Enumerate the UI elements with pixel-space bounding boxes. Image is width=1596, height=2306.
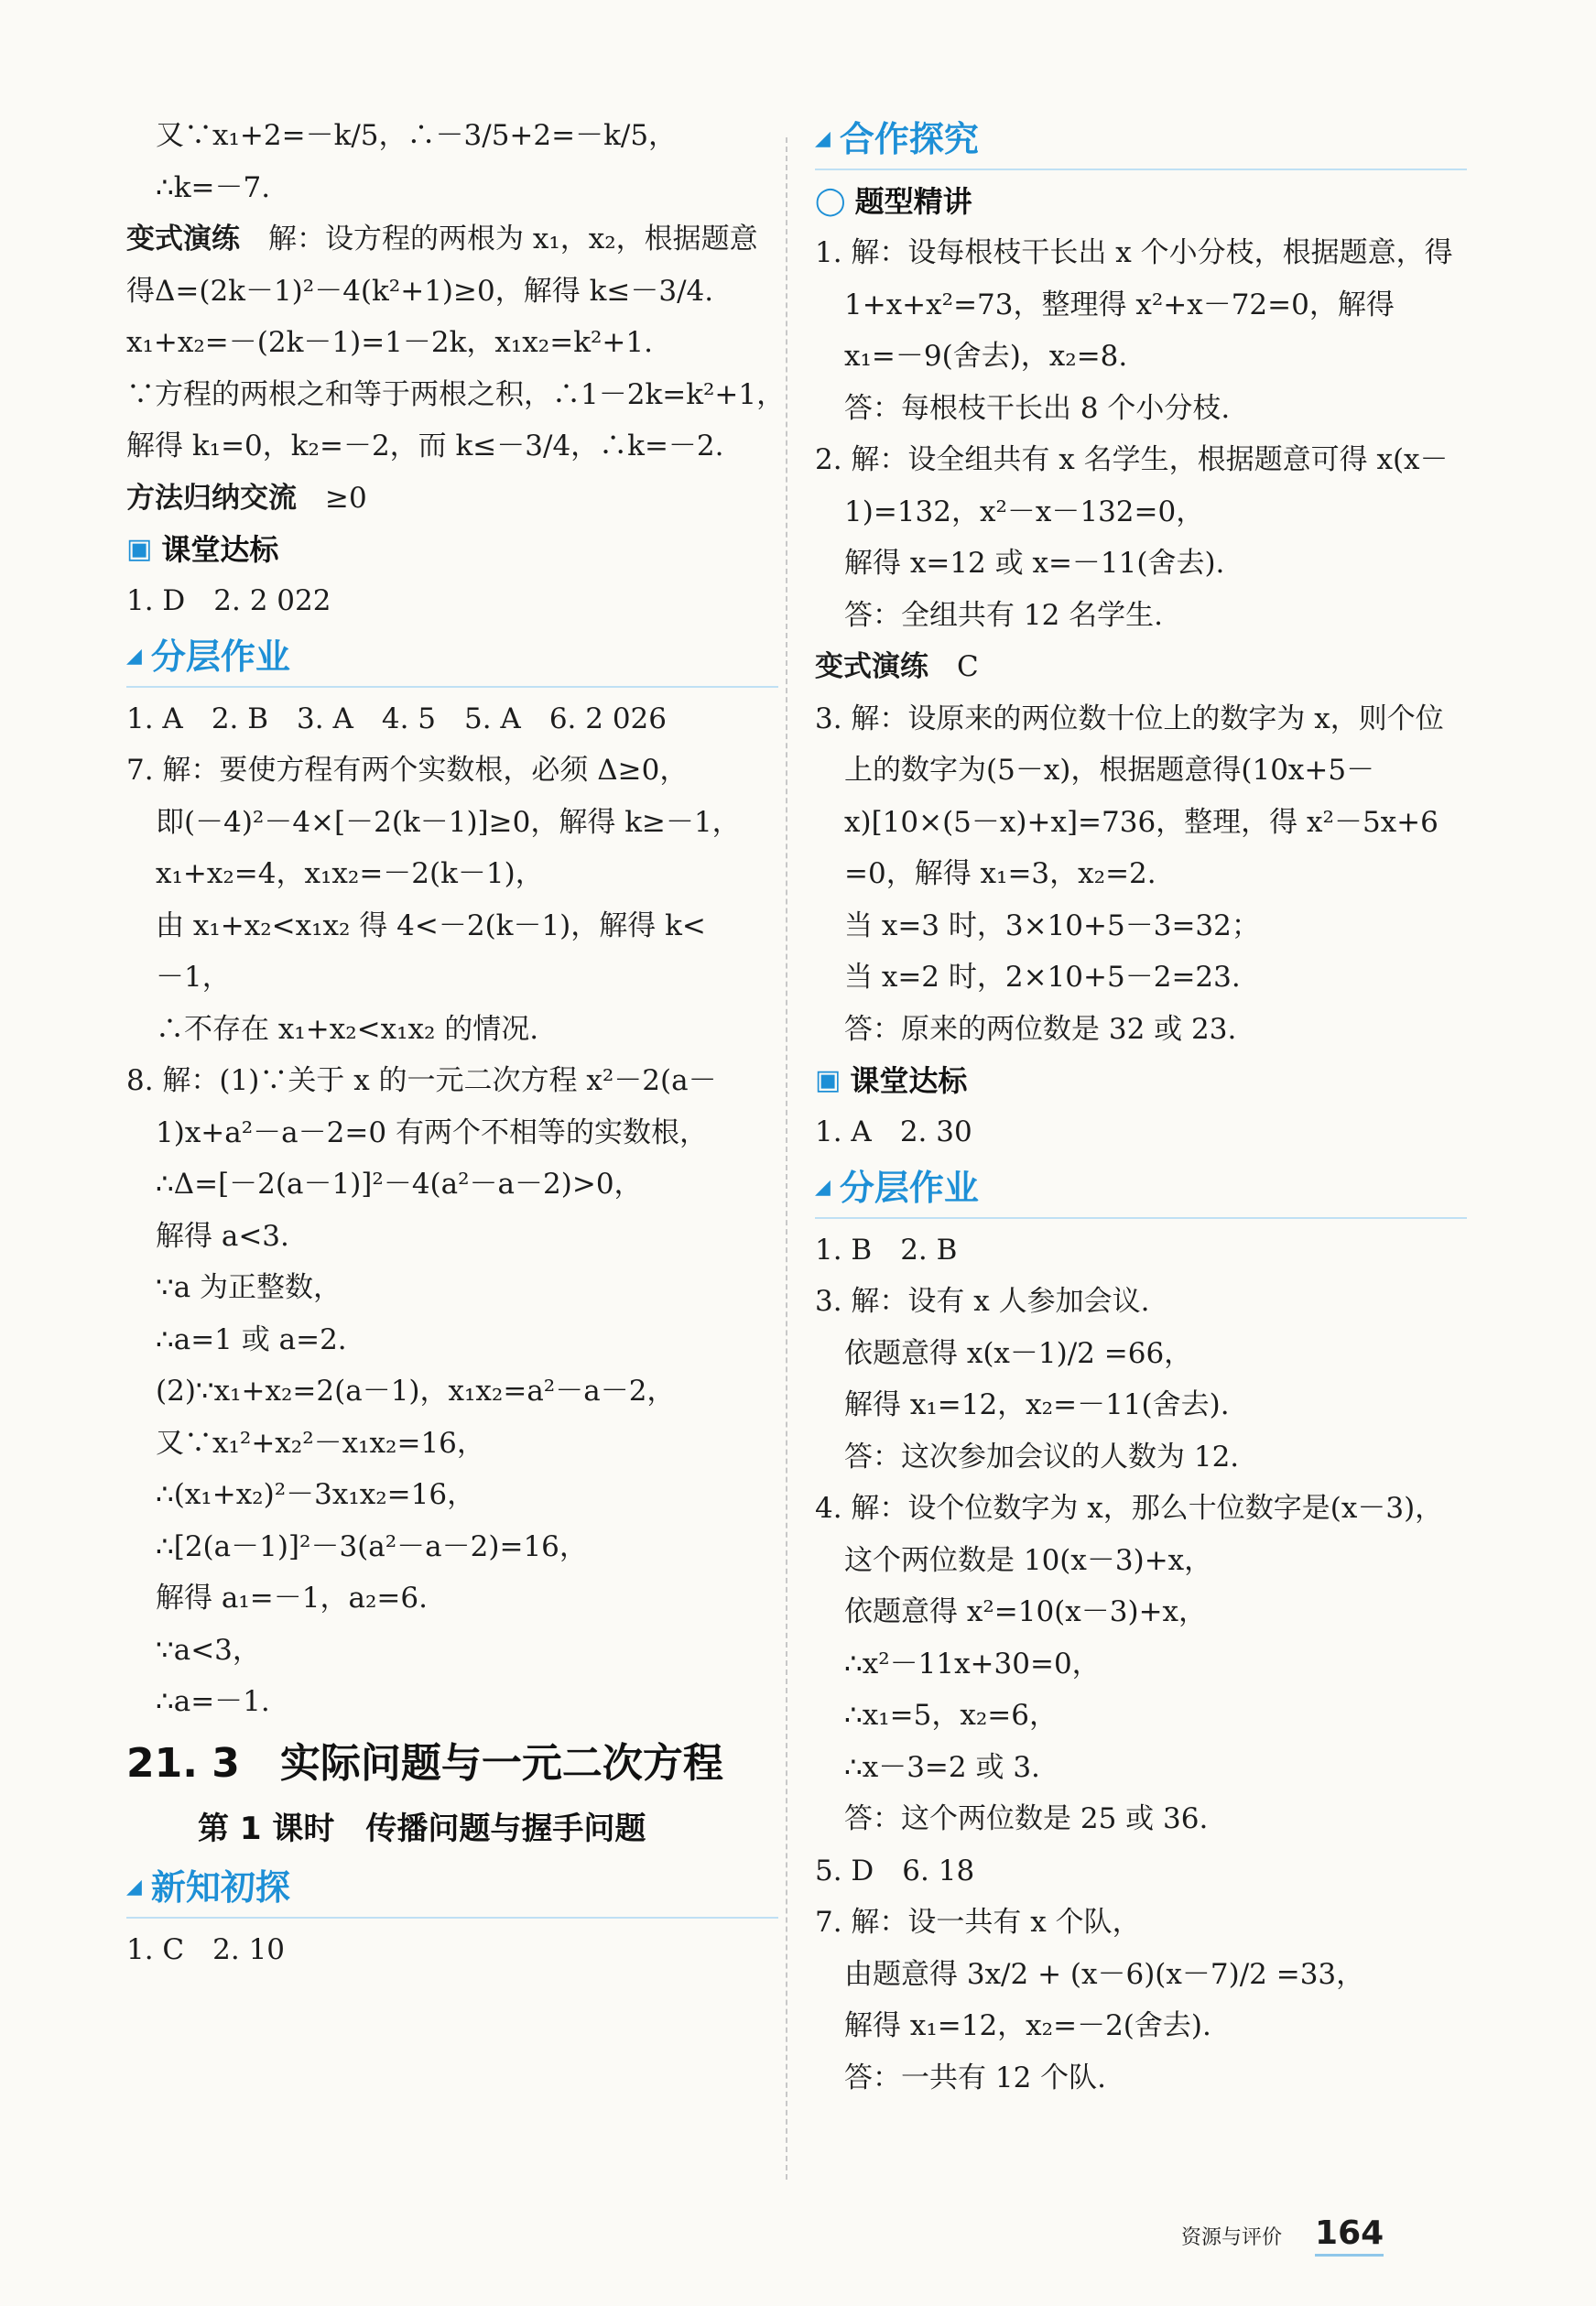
text-line: (2)∵x₁+x₂=2(a－1)，x₁x₂=a²－a－2， [156, 1375, 676, 1408]
text-line: ∴不存在 x₁+x₂<x₁x₂ 的情况. [156, 1012, 539, 1046]
text-line: ∴Δ=[－2(a－1)]²－4(a²－a－2)>0， [156, 1168, 643, 1201]
bianshi-label: 变式演练 [126, 223, 240, 256]
section-title: 题型精讲 [854, 184, 972, 219]
text-line: 解：设方程的两根为 x₁，x₂，根据题意 [268, 223, 758, 256]
book-icon: ▣ [126, 533, 153, 565]
text-line: 解得 a<3. [156, 1219, 289, 1253]
text-line: －1， [156, 961, 231, 994]
text-line: x₁+x₂=－(2k－1)=1－2k，x₁x₂=k²+1. [126, 326, 653, 359]
text-line: 又∵x₁+2=－k/5，∴－3/5+2=－k/5， [156, 119, 678, 152]
section-ketang [126, 524, 778, 575]
text-line: 解得 a₁=－1，a₂=6. [156, 1582, 428, 1615]
text-line: 答：全组共有 12 名学生. [844, 598, 1164, 632]
flame-icon: ◯ [815, 185, 846, 217]
text-line: ∴a=1 或 a=2. [156, 1322, 347, 1356]
lesson-title: 第 1 课时 传播问题与握手问题 [198, 1810, 646, 1847]
text-line: ∴x²－11x+30=0， [844, 1647, 1101, 1681]
text-line: 又∵x₁²+x₂²－x₁x₂=16， [156, 1426, 485, 1460]
text-line: 1. A 2. B 3. A 4. 5 5. A 6. 2 026 [126, 702, 667, 735]
book-icon: ▣ [815, 1064, 841, 1096]
section-title: 课堂达标 [161, 532, 279, 567]
text-line: 5. D 6. 18 [815, 1854, 975, 1887]
answer-line: 1. D 2. 2 022 [126, 584, 331, 617]
section-tixing [815, 176, 1467, 227]
text-line: ∵a 为正整数， [156, 1271, 342, 1304]
text-line: =0，解得 x₁=3，x₂=2. [844, 857, 1156, 890]
text-line: 8. 解：(1)∵关于 x 的一元二次方程 x²－2(a－ [126, 1064, 717, 1097]
text-line: 2. 解：设全组共有 x 名学生，根据题意可得 x(x－ [815, 443, 1449, 476]
text-line: ∴k=－7. [156, 170, 271, 204]
text-line: ∴[2(a－1)]²－3(a²－a－2)=16， [156, 1529, 588, 1563]
text-line: 答：这个两位数是 25 或 36. [844, 1802, 1209, 1835]
section-title: 课堂达标 [850, 1063, 968, 1098]
text-line: 解得 k₁=0，k₂=－2，而 k≤－3/4，∴k=－2. [126, 430, 724, 462]
text-line: 7. 解：设一共有 x 个队， [815, 1906, 1141, 1939]
text-line: ∴a=－1. [156, 1685, 270, 1718]
right-column [815, 110, 1467, 2104]
text-line: 由 x₁+x₂<x₁x₂ 得 4<－2(k－1)，解得 k< [156, 908, 706, 942]
section-fenceng [815, 1158, 1467, 1219]
text-line: x)[10×(5－x)+x]=736，整理，得 x²－5x+6 [844, 805, 1439, 839]
text-line: 1. 解：设每根枝干长出 x 个小分枝，根据题意，得 [815, 236, 1453, 269]
corner-icon: ◢ [126, 644, 142, 668]
bianshi-label: 变式演练 [815, 650, 928, 683]
text-line: x₁+x₂=4，x₁x₂=－2(k－1)， [156, 857, 544, 890]
section-ketang [815, 1055, 1467, 1106]
text-line: 解得 x₁=12，x₂=－2(舍去). [844, 2009, 1211, 2042]
text-line: x₁=－9(舍去)，x₂=8. [844, 340, 1128, 373]
text-line: 7. 解：要使方程有两个实数根，必须 Δ≥0， [126, 754, 689, 787]
text-line: ∴x－3=2 或 3. [844, 1750, 1040, 1784]
text-line: 答：这次参加会议的人数为 12. [844, 1440, 1240, 1474]
corner-icon: ◢ [815, 1175, 831, 1199]
section-fenceng [126, 627, 778, 688]
text-line: 依题意得 x²=10(x－3)+x， [844, 1595, 1208, 1628]
text-line: 1+x+x²=73，整理得 x²+x－72=0，解得 [844, 288, 1395, 321]
text-line: 即(－4)²－4×[－2(k－1)]≥0，解得 k≥－1， [156, 805, 741, 839]
section-hezuo [815, 110, 1467, 170]
section-title: 分层作业 [150, 636, 290, 677]
text-line: ∴(x₁+x₂)²－3x₁x₂=16， [156, 1478, 476, 1511]
section-xinzhi [126, 1858, 778, 1919]
fangfa-label: 方法归纳交流 [126, 481, 297, 515]
chapter-title: 21. 3 实际问题与一元二次方程 [126, 1739, 723, 1787]
text-line: 1. B 2. B [815, 1233, 958, 1267]
corner-icon: ◢ [815, 127, 831, 150]
text-line: 当 x=3 时，3×10+5－3=32； [844, 908, 1260, 942]
text-line: 解得 x=12 或 x=－11(舍去). [844, 547, 1225, 580]
corner-icon: ◢ [126, 1875, 142, 1898]
fangfa-value: ≥0 [325, 481, 367, 515]
text-line: 答：原来的两位数是 32 或 23. [844, 1012, 1237, 1046]
text-line: 4. 解：设个位数字为 x，那么十位数字是(x－3)， [815, 1492, 1444, 1525]
answer-line: 1. A 2. 30 [815, 1115, 972, 1148]
left-column [126, 110, 786, 1975]
section-title: 新知初探 [150, 1866, 290, 1908]
answer-line: 1. C 2. 10 [126, 1932, 286, 1966]
text-line: 1)x+a²－a－2=0 有两个不相等的实数根， [156, 1115, 708, 1149]
page-number: 164 [1315, 2214, 1384, 2257]
text-line: 依题意得 x(x－1)/2 =66， [844, 1336, 1193, 1370]
page-footer [1181, 2214, 1384, 2257]
bianshi-value: C [957, 650, 979, 683]
text-line: 解得 x₁=12，x₂=－11(舍去). [844, 1388, 1230, 1421]
text-line: 由题意得 3x/2 + (x－6)(x－7)/2 =33， [844, 1957, 1365, 1991]
text-line: 答：每根枝干长出 8 个小分枝. [844, 391, 1231, 425]
text-line: 答：一共有 12 个队. [844, 2061, 1107, 2094]
footer-label: 资源与评价 [1181, 2226, 1283, 2249]
section-title: 分层作业 [839, 1167, 979, 1208]
text-line: 上的数字为(5－x)，根据题意得(10x+5－ [844, 754, 1375, 787]
text-line: 当 x=2 时，2×10+5－2=23. [844, 961, 1241, 994]
column-divider [786, 137, 787, 2180]
text-line: 3. 解：设原来的两位数十位上的数字为 x，则个位 [815, 702, 1444, 735]
section-title: 合作探究 [839, 119, 979, 159]
text-line: 得Δ=(2k－1)²－4(k²+1)≥0，解得 k≤－3/4. [126, 274, 714, 308]
text-line: ∵方程的两根之和等于两根之积，∴1－2k=k²+1， [126, 377, 786, 411]
text-line: ∵a<3， [156, 1633, 261, 1667]
text-line: 1)=132，x²－x－132=0， [844, 495, 1205, 528]
text-line: 3. 解：设有 x 人参加会议. [815, 1285, 1150, 1318]
text-line: ∴x₁=5，x₂=6， [844, 1699, 1058, 1732]
text-line: 这个两位数是 10(x－3)+x， [844, 1543, 1213, 1577]
